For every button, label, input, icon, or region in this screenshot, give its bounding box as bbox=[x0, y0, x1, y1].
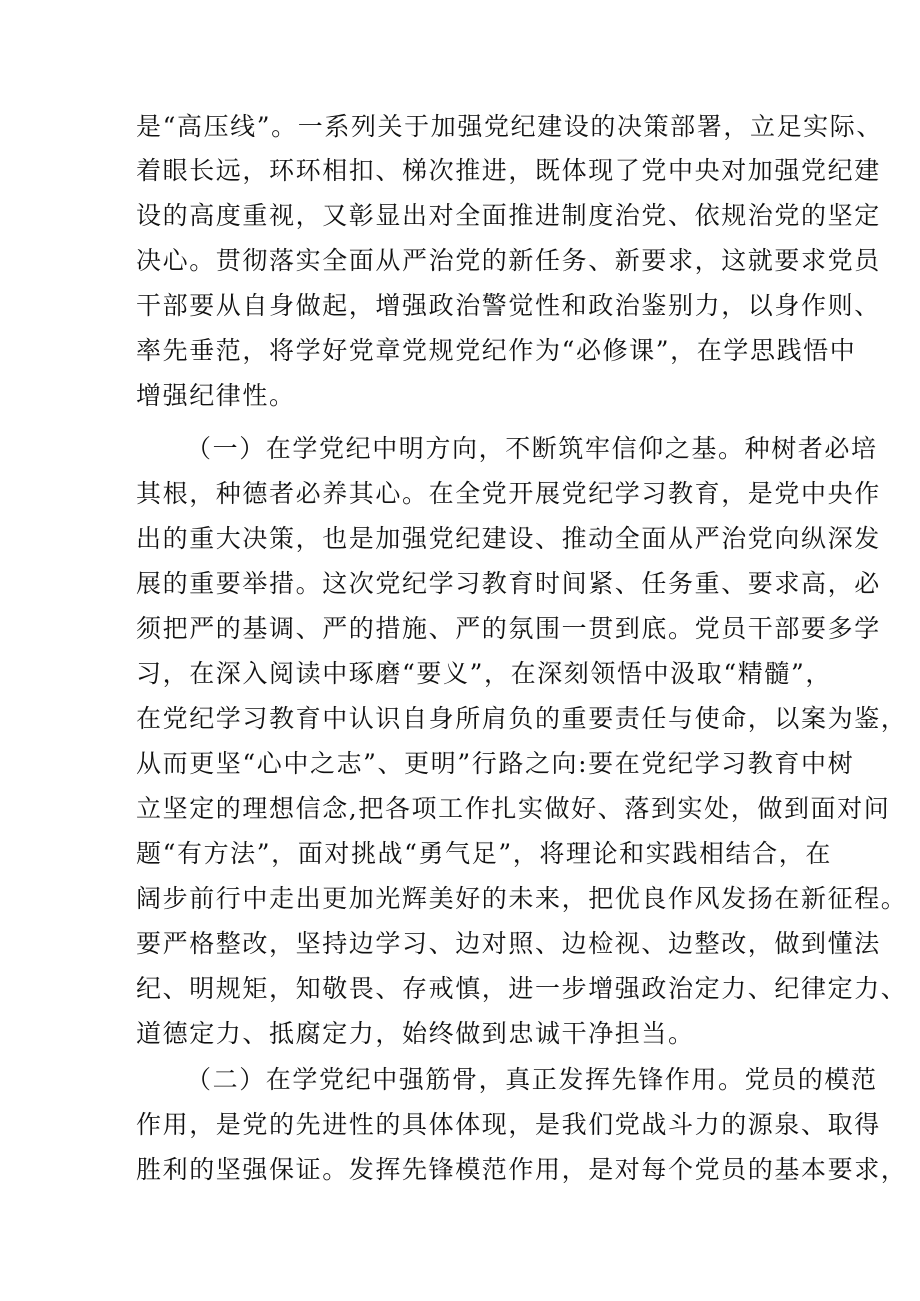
text-line: 作用，是党的先进性的具体体现，是我们党战斗力的源泉、取得 bbox=[136, 1110, 881, 1139]
text-line: 纪、明规矩，知敬畏、存戒慎，进一步增强政治定力、纪律定力、 bbox=[136, 974, 908, 1003]
text-line: 出的重大决策，也是加强党纪建设、推动全面从严治党向纵深发 bbox=[136, 524, 881, 553]
section-heading-line: （一）在学党纪中明方向，不断筑牢信仰之基。种树者必培 bbox=[186, 434, 878, 463]
text-line: 其根，种德者必养其心。在全党开展党纪学习教育，是党中央作 bbox=[136, 479, 881, 508]
text-line: 胜利的坚强保证。发挥先锋模范作用，是对每个党员的基本要求， bbox=[136, 1155, 908, 1184]
text-line: 从而更坚“心中之志”、更明”行路之向:要在党纪学习教育中树 bbox=[136, 749, 855, 778]
text-line: 题“有方法”，面对挑战“勇气足”，将理论和实践相结合，在 bbox=[136, 839, 832, 868]
text-line: 展的重要举措。这次党纪学习教育时间紧、任务重、要求高，必 bbox=[136, 569, 881, 598]
text-line: 率先垂范，将学好党章党规党纪作为“必修课”，在学思践悟中 bbox=[136, 336, 857, 365]
section-heading-line: （二）在学党纪中强筋骨，真正发挥先锋作用。党员的模范 bbox=[186, 1065, 878, 1094]
text-line: 决心。贯彻落实全面从严治党的新任务、新要求，这就要求党员 bbox=[136, 246, 881, 275]
text-line: 着眼长远，环环相扣、梯次推进，既体现了党中央对加强党纪建 bbox=[136, 156, 881, 185]
text-line: 是“高压线”。一系列关于加强党纪建设的决策部署，立足实际、 bbox=[136, 112, 883, 141]
text-line: 干部要从自身做起，增强政治警觉性和政治鉴别力，以身作则、 bbox=[136, 291, 881, 320]
text-line: 在党纪学习教育中认识自身所肩负的重要责任与使命，以案为鉴， bbox=[136, 704, 908, 733]
text-line: 道德定力、抵腐定力，始终做到忠诚干净担当。 bbox=[136, 1019, 695, 1048]
text-line: 阔步前行中走出更加光辉美好的未来，把优良作风发扬在新征程。 bbox=[136, 884, 908, 913]
text-line: 立坚定的理想信念,把各项工作扎实做好、落到实处，做到面对问 bbox=[136, 794, 891, 823]
text-line: 须把严的基调、严的措施、严的氛围一贯到底。党员干部要多学 bbox=[136, 614, 881, 643]
text-line: 增强纪律性。 bbox=[136, 381, 296, 410]
text-line: 要严格整改，坚持边学习、边对照、边检视、边整改，做到懂法 bbox=[136, 929, 881, 958]
text-line: 设的高度重视，又彰显出对全面推进制度治党、依规治党的坚定 bbox=[136, 201, 881, 230]
text-line: 习，在深入阅读中琢磨“要义”，在深刻领悟中汲取“精髓”， bbox=[136, 659, 832, 688]
